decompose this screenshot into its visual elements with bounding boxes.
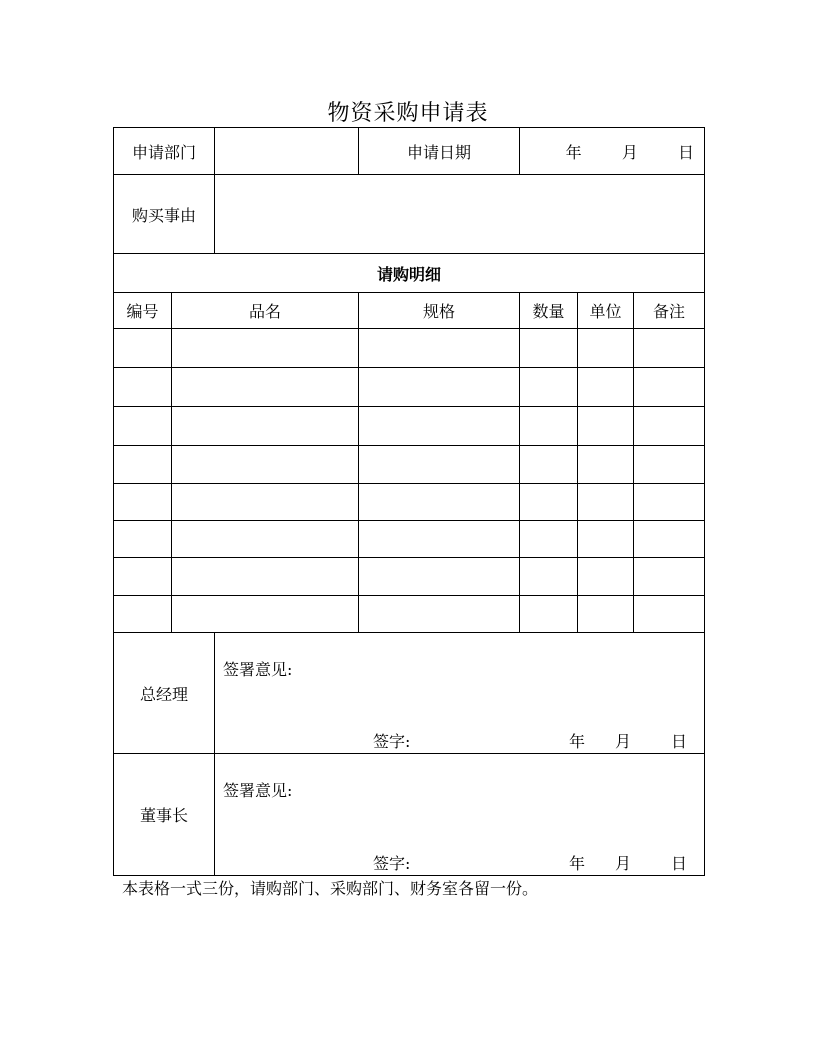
form-title: 物资采购申请表	[327, 101, 489, 126]
cell-spec[interactable]	[359, 484, 520, 521]
cell-quantity[interactable]	[520, 484, 578, 521]
cell-quantity[interactable]	[520, 368, 578, 407]
cell-remark[interactable]	[634, 521, 705, 558]
footer-note: 本表格一式三份，请购部门、采购部门、财务室各留一份。	[122, 879, 539, 898]
cell-spec[interactable]	[359, 596, 520, 633]
cell-item-name[interactable]	[172, 521, 359, 558]
cell-item-name[interactable]	[172, 368, 359, 407]
cell-quantity[interactable]	[520, 596, 578, 633]
cell-unit[interactable]	[578, 521, 634, 558]
cell-item-name[interactable]	[172, 407, 359, 446]
table-row	[114, 521, 705, 558]
purchase-request-form	[113, 127, 705, 876]
table-row	[114, 446, 705, 484]
date-year: 年	[565, 142, 582, 162]
cell-remark[interactable]	[634, 329, 705, 368]
cell-remark[interactable]	[634, 484, 705, 521]
cell-unit[interactable]	[578, 329, 634, 368]
cell-item-name[interactable]	[172, 596, 359, 633]
cell-number[interactable]	[114, 558, 172, 596]
chairman-approval-field[interactable]	[215, 754, 705, 876]
gm-role-label: 总经理	[114, 633, 215, 754]
cell-remark[interactable]	[634, 407, 705, 446]
col-header-item-name: 品名	[172, 293, 359, 329]
cell-spec[interactable]	[359, 446, 520, 484]
cell-remark[interactable]	[634, 368, 705, 407]
table-row	[114, 368, 705, 407]
cell-number[interactable]	[114, 596, 172, 633]
date-value-field[interactable]	[520, 128, 705, 175]
col-header-quantity: 数量	[520, 293, 578, 329]
cell-unit[interactable]	[578, 407, 634, 446]
chairman-date-month: 月	[615, 854, 632, 873]
col-header-remark: 备注	[634, 293, 705, 329]
reason-label: 购买事由	[114, 175, 215, 254]
gm-sign-label: 签字:	[373, 732, 411, 751]
col-header-number: 编号	[114, 293, 172, 329]
cell-item-name[interactable]	[172, 329, 359, 368]
cell-quantity[interactable]	[520, 558, 578, 596]
cell-number[interactable]	[114, 446, 172, 484]
cell-remark[interactable]	[634, 558, 705, 596]
table-row	[114, 596, 705, 633]
col-header-spec: 规格	[359, 293, 520, 329]
cell-number[interactable]	[114, 521, 172, 558]
cell-unit[interactable]	[578, 558, 634, 596]
cell-item-name[interactable]	[172, 484, 359, 521]
date-label: 申请日期	[359, 128, 520, 175]
cell-spec[interactable]	[359, 368, 520, 407]
cell-quantity[interactable]	[520, 407, 578, 446]
table-row	[114, 558, 705, 596]
table-row	[114, 484, 705, 521]
chairman-role-label: 董事长	[114, 754, 215, 876]
date-month: 月	[621, 142, 638, 162]
cell-quantity[interactable]	[520, 446, 578, 484]
chairman-opinion-label: 签署意见:	[223, 781, 293, 800]
dept-value-field[interactable]	[215, 128, 359, 175]
cell-number[interactable]	[114, 484, 172, 521]
gm-date-day: 日	[671, 732, 688, 751]
gm-approval-field[interactable]	[215, 633, 705, 754]
details-section-title: 请购明细	[114, 254, 705, 293]
cell-quantity[interactable]	[520, 521, 578, 558]
cell-spec[interactable]	[359, 521, 520, 558]
chairman-date-day: 日	[671, 854, 688, 873]
chairman-date-year: 年	[569, 854, 586, 873]
date-day: 日	[678, 142, 695, 162]
table-row	[114, 329, 705, 368]
gm-opinion-label: 签署意见:	[223, 660, 293, 679]
dept-label: 申请部门	[114, 128, 215, 175]
cell-unit[interactable]	[578, 368, 634, 407]
table-row	[114, 407, 705, 446]
cell-unit[interactable]	[578, 596, 634, 633]
chairman-sign-label: 签字:	[373, 854, 411, 873]
cell-unit[interactable]	[578, 484, 634, 521]
cell-spec[interactable]	[359, 407, 520, 446]
cell-number[interactable]	[114, 407, 172, 446]
gm-date-month: 月	[615, 732, 632, 751]
cell-item-name[interactable]	[172, 558, 359, 596]
cell-spec[interactable]	[359, 329, 520, 368]
cell-spec[interactable]	[359, 558, 520, 596]
cell-number[interactable]	[114, 329, 172, 368]
cell-remark[interactable]	[634, 596, 705, 633]
cell-unit[interactable]	[578, 446, 634, 484]
cell-remark[interactable]	[634, 446, 705, 484]
gm-date-year: 年	[569, 732, 586, 751]
cell-quantity[interactable]	[520, 329, 578, 368]
col-header-unit: 单位	[578, 293, 634, 329]
reason-value-field[interactable]	[215, 175, 705, 254]
cell-number[interactable]	[114, 368, 172, 407]
cell-item-name[interactable]	[172, 446, 359, 484]
